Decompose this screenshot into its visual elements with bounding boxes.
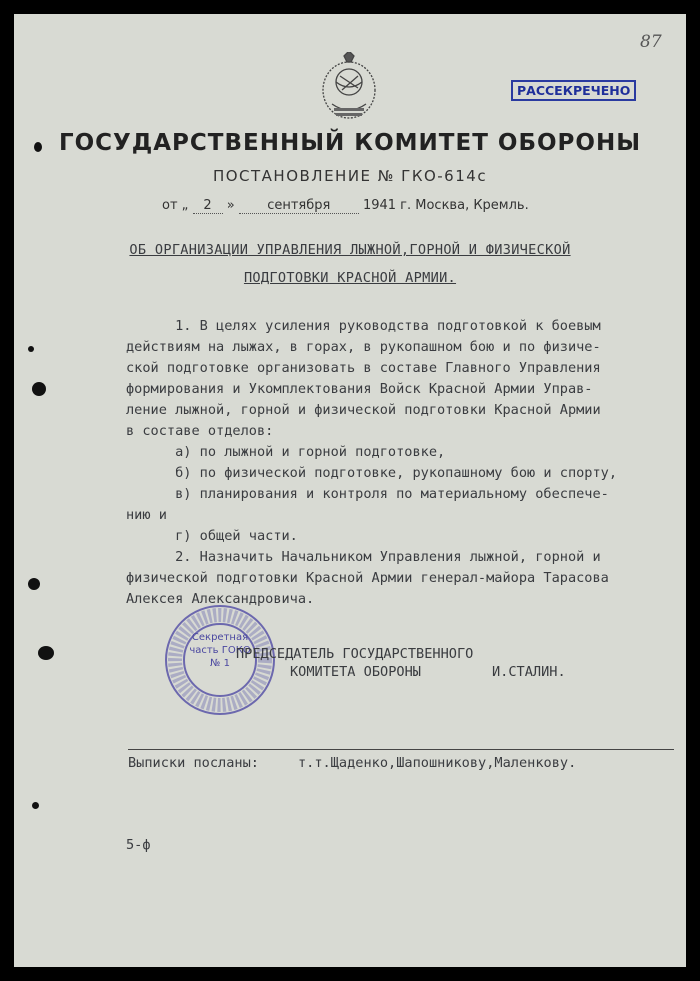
document-title: ГОСУДАРСТВЕННЫЙ КОМИТЕТ ОБОРОНЫ	[58, 130, 642, 156]
body-line: 1. В целях усиления руководства подготовкой к боевым	[126, 318, 601, 334]
body-line: ление лыжной, горной и физической подготовки Красной Армии	[126, 402, 601, 418]
body-line: г) общей части.	[126, 528, 298, 544]
body-line: 2. Назначить Начальником Управления лыжной, горной и	[126, 549, 601, 565]
body-line: нию и	[126, 507, 167, 523]
date-day: 2	[193, 198, 223, 214]
distribution-label: Выписки посланы:	[128, 755, 259, 771]
body-line: физической подготовки Красной Армии генерал-майора Тарасова	[126, 570, 609, 586]
punch-hole-mark	[38, 646, 54, 660]
date-separator: »	[226, 198, 235, 213]
body-line: в) планирования и контроля по материальному обеспече-	[126, 486, 609, 502]
punch-hole-mark	[28, 346, 34, 352]
seal-text: Секретная часть ГОКО № 1	[189, 632, 251, 669]
signatory-name: И.СТАЛИН.	[492, 664, 566, 680]
signature-title-1: ПРЕДСЕДАТЕЛЬ ГОСУДАРСТВЕННОГО	[236, 646, 474, 662]
body-line: в составе отделов:	[126, 423, 274, 439]
punch-hole-mark	[28, 578, 40, 590]
punch-hole-mark	[32, 802, 39, 809]
body-line: б) по физической подготовке, рукопашному бою и спорту,	[126, 465, 618, 481]
date-place: г. Москва, Кремль.	[400, 198, 529, 213]
document-page	[14, 14, 686, 967]
body-line: Алексея Александровича.	[126, 591, 315, 607]
body-line: ской подготовке организовать в составе Главного Управления	[126, 360, 601, 376]
decree-number: ПОСТАНОВЛЕНИЕ № ГКО-614с	[212, 167, 488, 185]
page-number: 87	[640, 32, 662, 52]
distribution-recipients: т.т.Щаденко,Шапошникову,Маленкову.	[298, 755, 577, 771]
ussr-emblem-icon	[314, 52, 384, 124]
body-line: формирования и Укомплектования Войск Красной Армии Управ-	[126, 381, 593, 397]
date-line	[162, 198, 529, 214]
subject-line-2: ПОДГОТОВКИ КРАСНОЙ АРМИИ.	[243, 270, 457, 286]
punch-hole-mark	[34, 142, 42, 152]
declassified-stamp: РАССЕКРЕЧЕНО	[511, 80, 636, 101]
punch-hole-mark	[32, 382, 46, 396]
body-line: а) по лыжной и горной подготовке,	[126, 444, 446, 460]
subject-line-1: ОБ ОРГАНИЗАЦИИ УПРАВЛЕНИЯ ЛЫЖНОЙ,ГОРНОЙ И ФИЗИЧЕСКОЙ	[129, 242, 571, 258]
signature-title-2: КОМИТЕТА ОБОРОНЫ	[290, 664, 421, 680]
date-month: сентября	[239, 198, 359, 214]
date-prefix: от „	[162, 198, 189, 213]
body-line: действиям на лыжах, в горах, в рукопашном бою и по физиче-	[126, 339, 601, 355]
footer-code: 5-ф	[126, 837, 151, 853]
divider-line	[128, 749, 674, 750]
date-year: 1941	[362, 198, 397, 213]
